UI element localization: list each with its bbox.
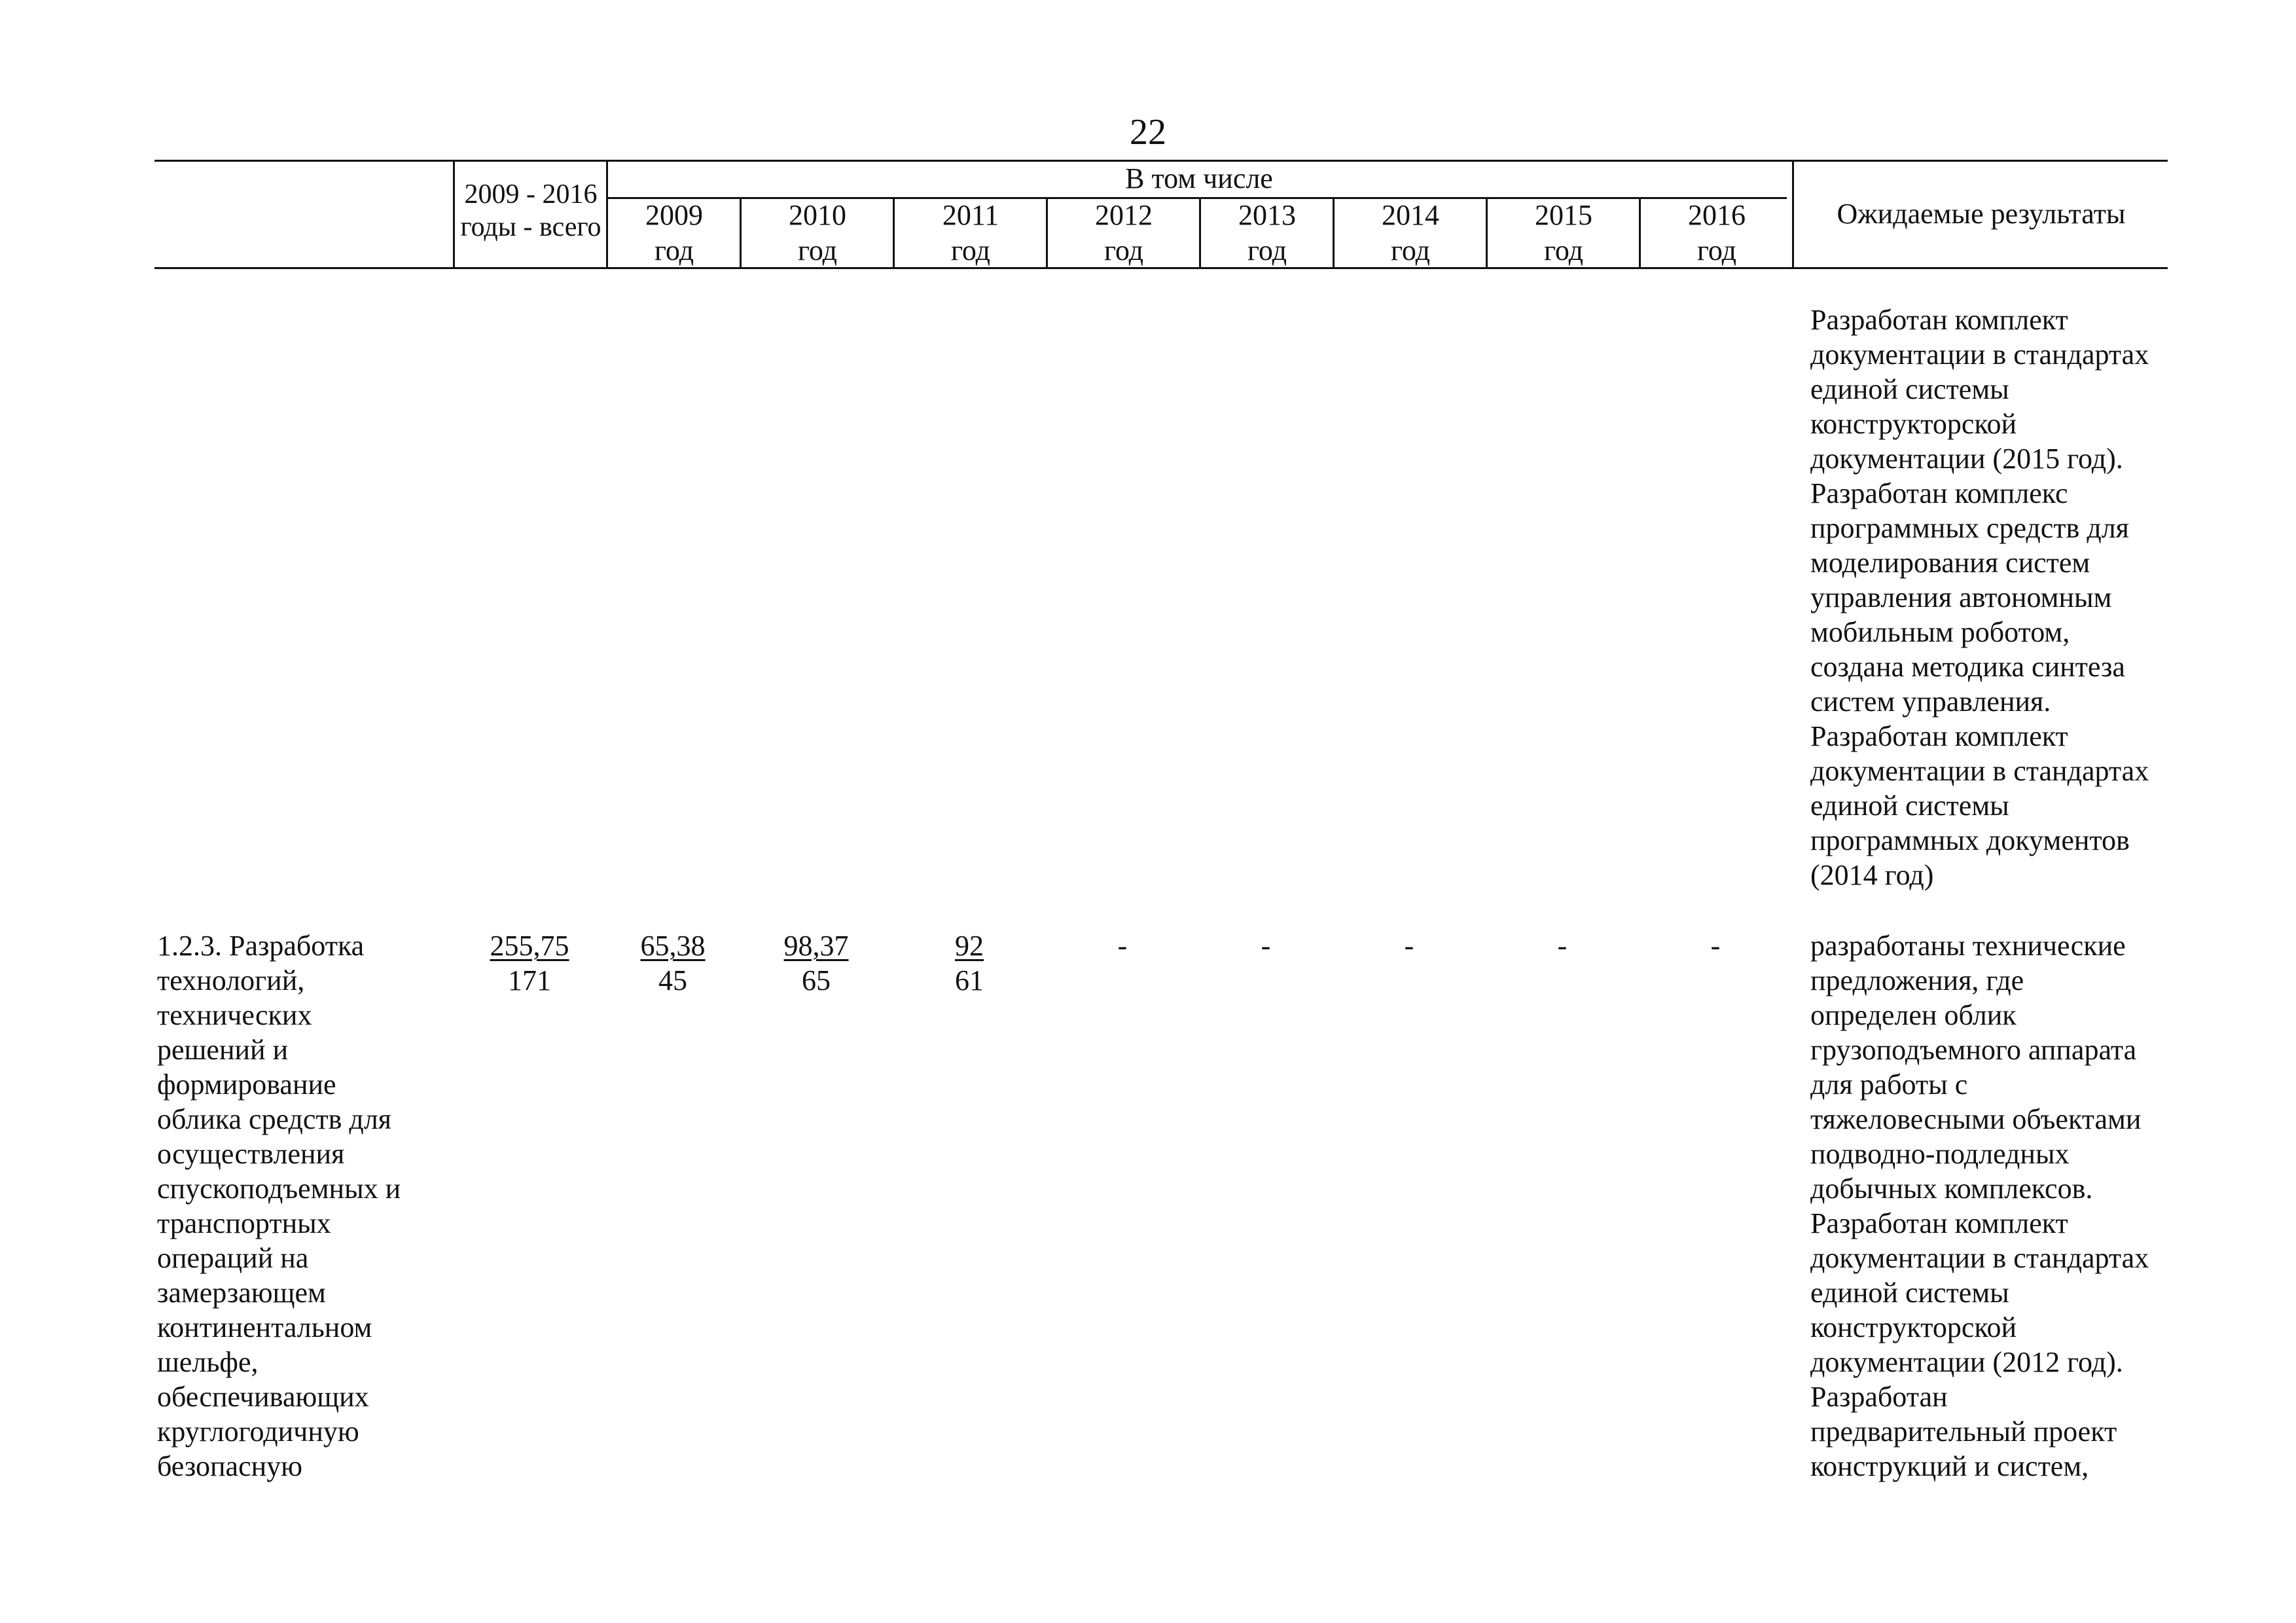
item-funding-2010-overall: 98,37 (783, 930, 849, 962)
header-total-period: 2009 - 2016 годы - всего (460, 179, 601, 242)
item-funding-2009-overall: 65,38 (640, 930, 706, 962)
header-year-2016 (1641, 198, 1792, 268)
header-year-2014-value: 2014 (1382, 199, 1439, 231)
item-funding-2011-budget: 61 (955, 964, 984, 996)
header-divider-2009-2010 (740, 197, 742, 267)
header-divider-results (1792, 160, 1794, 267)
header-year-2016-value: 2016 (1688, 199, 1746, 231)
item-total-funding-overall: 255,75 (490, 930, 569, 962)
header-year-2013-value: 2013 (1238, 199, 1296, 231)
header-divider-2014-2015 (1486, 197, 1488, 267)
item-funding-2013: - (1261, 930, 1271, 962)
header-divider-2013-2014 (1333, 197, 1335, 267)
item-funding-2012: - (1117, 930, 1128, 962)
item-funding-2010 (740, 928, 893, 998)
header-year-2009-value: 2009 (645, 199, 703, 231)
header-year-2014 (1335, 198, 1486, 268)
item-funding-2015: - (1557, 930, 1568, 962)
item-expected-results: разработаны технические предложения, где определен облик грузоподъемного аппарата для работы с тяжеловесными объектами подводно-подледных добычных комплексов. Разработан комплект документации в стандартах единой системы конструкторской документации (2012 год). Разработан предварительный проект конструкций и систем, (1810, 930, 2149, 1482)
header-year-2011-value: 2011 (942, 199, 999, 231)
page-number: 22 (1130, 112, 1166, 153)
item-title: 1.2.3. Разработка технологий, технических решений и формирование облика средств для осуществления спускоподъемных и транспортных операций на замерзающем континентальном шельфе, обеспечивающих круглогодичную безопасную (157, 930, 401, 1482)
header-divider-2011-2012 (1046, 197, 1048, 267)
header-year-2012-unit: год (1103, 234, 1144, 266)
header-year-2010-value: 2010 (789, 199, 846, 231)
item-funding-2009 (606, 928, 740, 998)
item-funding-2010-budget: 65 (802, 964, 831, 996)
item-total-funding (453, 928, 606, 998)
header-year-2016-unit: год (1696, 234, 1737, 266)
header-year-2011 (895, 198, 1046, 268)
item-funding-2011-overall: 92 (955, 930, 984, 962)
header-including: В том числе (1125, 162, 1273, 194)
header-year-2009-unit: год (654, 234, 694, 266)
header-year-2015 (1488, 198, 1639, 268)
header-expected-results: Ожидаемые результаты (1837, 198, 2126, 230)
header-year-2010-unit: год (797, 234, 838, 266)
header-year-2013 (1202, 198, 1333, 268)
header-year-2015-unit: год (1543, 234, 1584, 266)
item-funding-2009-budget: 45 (658, 964, 687, 996)
header-year-2010 (742, 198, 893, 268)
item-funding-2016: - (1710, 930, 1721, 962)
header-divider-2012-2013 (1199, 197, 1201, 267)
header-divider-2015-2016 (1639, 197, 1641, 267)
item-funding-2011 (893, 928, 1046, 998)
header-year-2012 (1049, 198, 1199, 268)
header-year-2014-unit: год (1390, 234, 1431, 266)
header-divider-2010-2011 (893, 197, 895, 267)
header-year-2011-unit: год (950, 234, 991, 266)
header-year-2013-unit: год (1247, 234, 1287, 266)
header-year-2009 (609, 198, 740, 268)
continued-results-text: Разработан комплект документации в стандартах единой системы конструкторской документации (2015 год). Разработан комплекс программных средств для моделирования систем управления автономным мобильным роботом, создана методика синтеза систем управления. Разработан комплект документации в стандартах единой системы программных документов (2014 год) (1810, 304, 2149, 891)
header-year-2012-value: 2012 (1095, 199, 1153, 231)
header-year-2015-value: 2015 (1535, 199, 1592, 231)
item-total-funding-budget: 171 (508, 964, 551, 996)
item-funding-2014: - (1404, 930, 1414, 962)
header-divider-total-left (453, 160, 455, 267)
